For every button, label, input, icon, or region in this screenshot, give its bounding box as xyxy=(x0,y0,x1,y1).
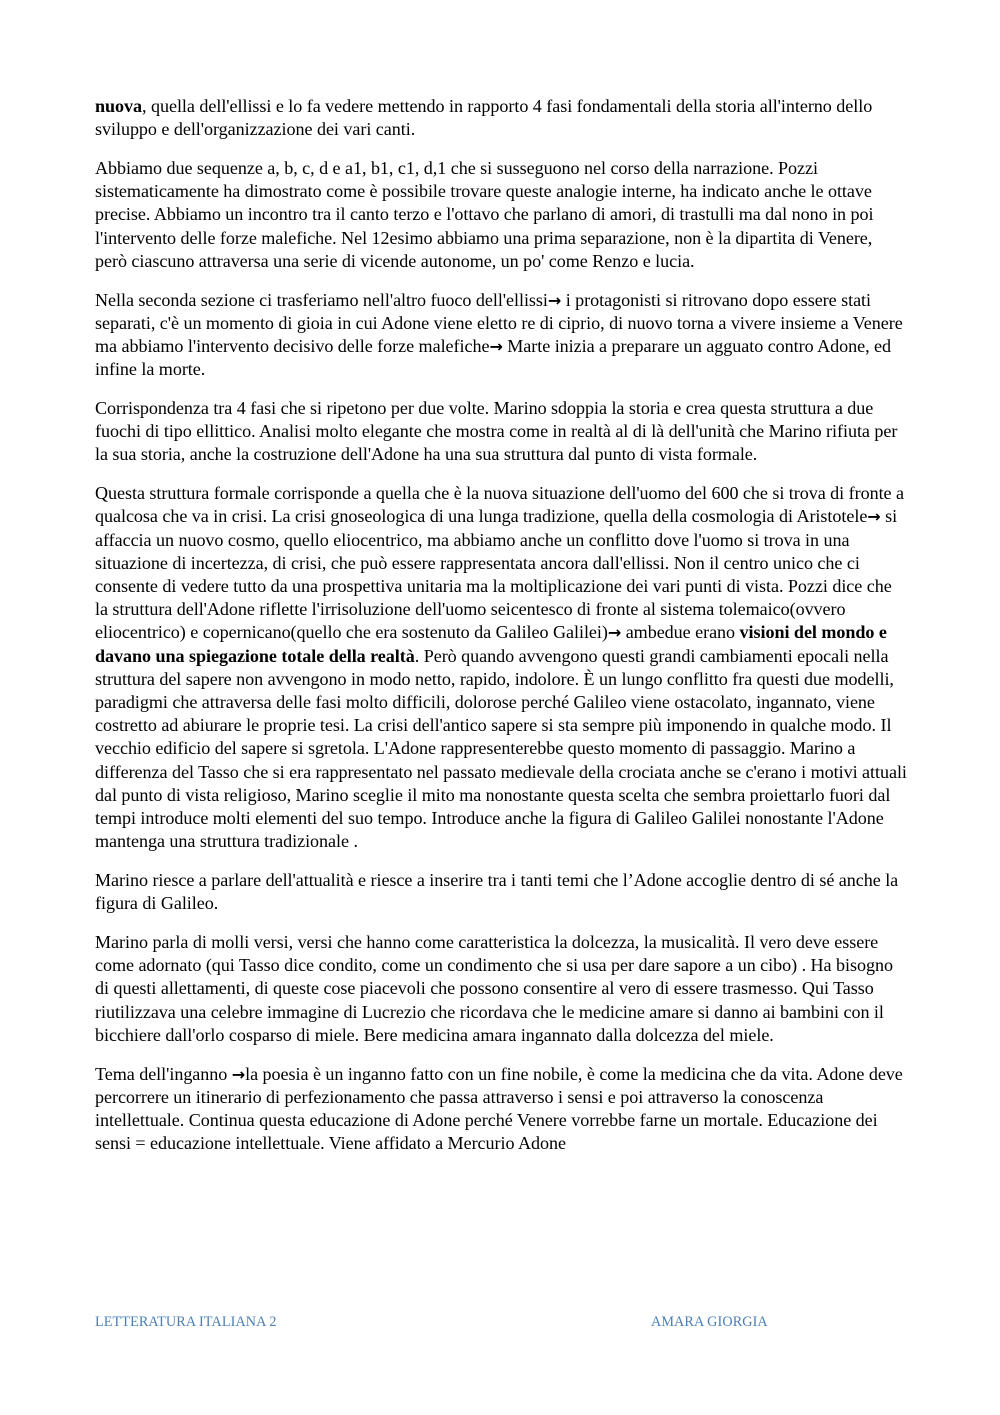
paragraph-8 xyxy=(95,1063,907,1156)
document-body xyxy=(95,95,907,1171)
bold-text: visioni del mondo e davano una spiegazione totale della realtà xyxy=(95,622,887,666)
paragraph-text: Nella seconda sezione ci trasferiamo nell'altro fuoco dell'ellissi xyxy=(95,289,548,310)
paragraph-7: Marino parla di molli versi, versi che hanno come caratteristica la dolcezza, la musicalità. Il vero deve essere come adornato (qui Tasso dice condito, come un condimento che si usa per dare sapore a un cibo) . Ha bisogno di questi allettamenti, di queste cose piacevoli che possono consentire al vero di essere trasmesso. Qui Tasso riutilizzava una celebre immagine di Lucrezio che ricordava che le medicine amare si danno ai bambini con il bicchiere dall'orlo cosparso di miele. Bere medicina amara ingannato dalla dolcezza del miele. xyxy=(95,932,893,1045)
footer-author-name: AMARA GIORGIA xyxy=(651,1314,768,1330)
paragraph-3 xyxy=(95,289,907,382)
right-arrow-icon: → xyxy=(231,1064,246,1084)
paragraph-text: ambedue erano xyxy=(621,622,740,643)
paragraph-text: Tema dell'inganno xyxy=(95,1063,232,1084)
paragraph-text: Questa struttura formale corrisponde a quella che è la nuova situazione dell'uomo del 600 che si trova di fronte a qualcosa che va in crisi. La crisi gnoseologica di una lunga tradizione, quella della cosmologia di Aristotele xyxy=(95,483,904,527)
paragraph-1 xyxy=(95,95,907,141)
paragraph-text: Marte inizia a preparare un agguato contro Adone, ed infine la morte. xyxy=(95,336,892,380)
paragraph-text: , quella dell'ellissi e lo fa vedere mettendo in rapporto 4 fasi fondamentali della storia all'interno dello sviluppo e dell'organizzazione dei vari canti. xyxy=(95,96,873,140)
paragraph-6: Marino riesce a parlare dell'attualità e riesce a inserire tra i tanti temi che l’Adone accoglie dentro di sé anche la figura di Galileo. xyxy=(95,870,899,914)
right-arrow-icon: → xyxy=(547,290,562,310)
right-arrow-icon: → xyxy=(867,507,881,527)
paragraph-text: . Però quando avvengono questi grandi cambiamenti epocali nella struttura del sapere non avvengono in modo netto, rapido, indolore. È un lungo conflitto fra questi due modelli, paradigmi che attraversa delle fasi molto difficili, dolorose perché Galileo viene ostacolato, ingannato, viene costretto ad abiurare le proprie tesi. La crisi dell'antico sapere si sta sempre più imponendo in qualche modo. Il vecchio edificio del sapere si sgretola. L'Adone rappresenterebbe questo momento di passaggio. Marino a differenza del Tasso che si era rappresentato nel passato medievale della crociata anche se c'erano i motivi attuali dal punto di vista religioso, Marino sceglie il mito ma nonostante questa scelta che sembra proiettarlo fuori dal tempi introduce molti elementi del suo tempo. Introduce anche la figura di Galileo Galilei nonostante l'Adone mantenga una struttura tradizionale . xyxy=(95,645,907,852)
paragraph-4: Corrispondenza tra 4 fasi che si ripetono per due volte. Marino sdoppia la storia e crea questa struttura a due fuochi di tipo ellittico. Analisi molto elegante che mostra come in realtà al di là dell'unità che Marino rifiuta per la sua storia, anche la costruzione dell'Adone ha una sua struttura dal punto di vista formale. xyxy=(95,398,898,465)
paragraph-5 xyxy=(95,482,907,853)
paragraph-text: si affaccia un nuovo cosmo, quello eliocentrico, ma abbiamo anche un conflitto dove l'uomo si trova in una situazione di incertezza, di crisi, che può essere rappresentata ancora dall'ellissi. Non il centro unico che ci consente di vedere tutto da una prospettiva unitaria ma la moltiplicazione dei vari punti di vista. Pozzi dice che la struttura dell'Adone riflette l'irrisoluzione dell'uomo seicentesco di fronte al sistema tolemaico(ovvero eliocentrico) e copernicano(quello che era sostenuto da Galileo Galilei) xyxy=(95,506,898,643)
footer-course-title: LETTERATURA ITALIANA 2 xyxy=(95,1314,277,1330)
bold-text: nuova xyxy=(95,96,143,116)
paragraph-text: la poesia è un inganno fatto con un fine nobile, è come la medicina che da vita. Adone deve percorrere un itinerario di perfezionamento che passa attraverso i sensi e poi attraverso la conoscenza intellettuale. Continua questa educazione di Adone perché Venere vorrebbe farne un mortale. Educazione dei sensi = educazione intellettuale. Viene affidato a Mercurio Adone xyxy=(95,1063,903,1154)
paragraph-2: Abbiamo due sequenze a, b, c, d e a1, b1, c1, d,1 che si susseguono nel corso della narrazione. Pozzi sistematicamente ha dimostrato come è possibile trovare queste analogie interne, ha indicato anche le ottave precise. Abbiamo un incontro tra il canto terzo e l'ottavo che parlano di amori, di trastulli ma dal nono in poi l'intervento delle forze malefiche. Nel 12esimo abbiamo una prima separazione, non è la dipartita di Venere, però ciascuno attraversa una serie di vicende autonome, un po' come Renzo e lucia. xyxy=(95,158,874,271)
paragraph-text: i protagonisti si ritrovano dopo essere stati separati, c'è un momento di gioia in cui Adone viene eletto re di ciprio, di nuovo torna a vivere insieme a Venere ma abbiamo l'intervento decisivo delle forze malefiche xyxy=(95,289,903,357)
right-arrow-icon: → xyxy=(489,337,503,357)
right-arrow-icon: → xyxy=(607,623,622,643)
